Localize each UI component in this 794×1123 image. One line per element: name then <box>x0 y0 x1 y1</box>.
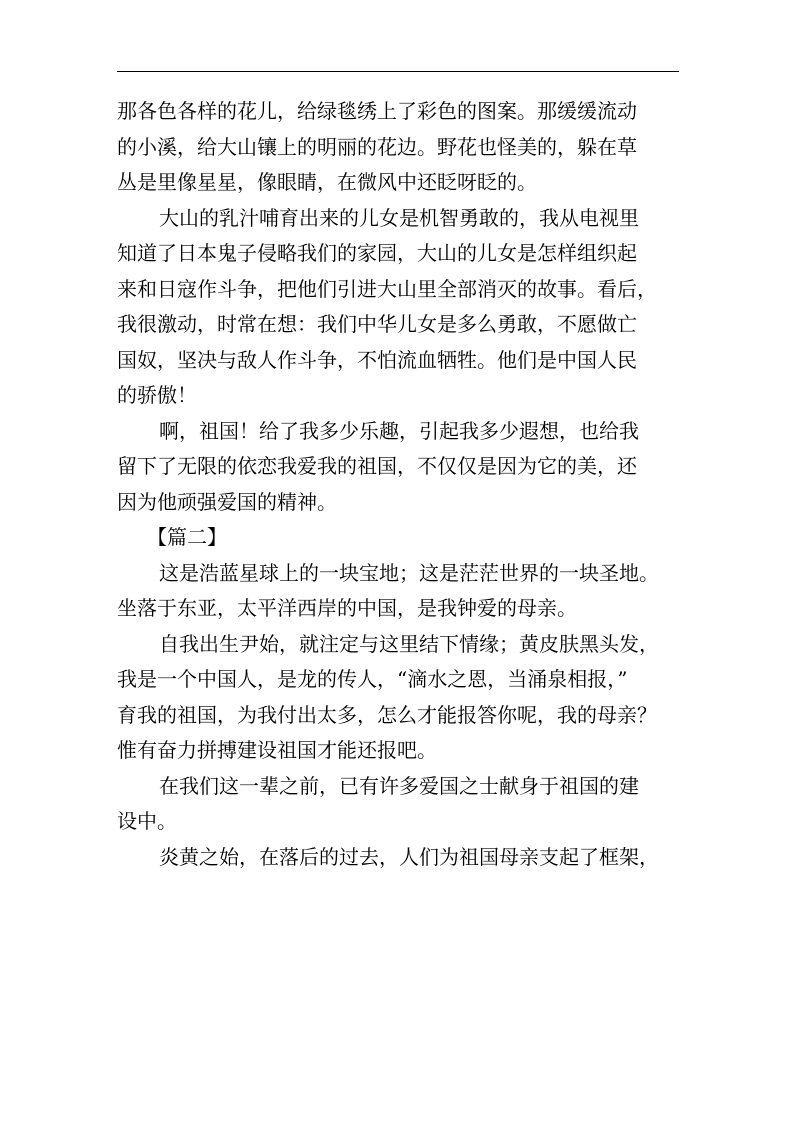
text-line: 设中。 <box>117 809 177 833</box>
paragraph-start: 大山的乳汁哺育出来的儿女是机智勇敢的，我从电视里 <box>159 205 639 230</box>
text-line: 国奴，坚决与敌人作斗争，不怕流血牺牲。他们是中国人民 <box>117 347 637 372</box>
text-line: 来和日寇作斗争，把他们引进大山里全部消灭的故事。看后， <box>117 276 657 301</box>
text-line: 知道了日本鬼子侵略我们的家园，大山的儿女是怎样组织起 <box>117 241 637 265</box>
section-heading: 【篇二】 <box>147 525 227 549</box>
paragraph-start: 啊，祖国！给了我多少乐趣，引起我多少遐想，也给我 <box>159 418 639 443</box>
paragraph-start: 在我们这一辈之前，已有许多爱国之士献身于祖国的建 <box>159 773 639 798</box>
text-line: 因为他顽强爱国的精神。 <box>117 489 337 514</box>
text-line: 惟有奋力拼搏建设祖国才能还报吧。 <box>117 738 437 762</box>
header-rule <box>117 71 679 72</box>
text-line: 我很激动，时常在想：我们中华儿女是多么勇敢，不愿做亡 <box>117 312 637 336</box>
document-body <box>117 94 683 875</box>
paragraph-start: 自我出生尹始，就注定与这里结下情缘；黄皮肤黑头发， <box>159 631 659 656</box>
text-line: 坐落于东亚，太平洋西岸的中国，是我钟爱的母亲。 <box>117 596 577 620</box>
text-line: 我是一个中国人，是龙的传人，“滴水之恩，当涌泉相报，” <box>117 667 628 691</box>
text-line: 那各色各样的花儿，给绿毯绣上了彩色的图案。那缓缓流动 <box>117 99 637 123</box>
text-line: 的小溪，给大山镶上的明丽的花边。野花也怪美的，躲在草 <box>117 134 637 159</box>
text-line: 留下了无限的依恋我爱我的祖国，不仅仅是因为它的美，还 <box>117 454 637 478</box>
text-line: 丛是里像星星，像眼睛，在微风中还眨呀眨的。 <box>117 170 537 194</box>
text-line: 的骄傲！ <box>117 383 197 407</box>
paragraph-start: 炎黄之始，在落后的过去，人们为祖国母亲支起了框架， <box>159 844 659 869</box>
paragraph-start: 这是浩蓝星球上的一块宝地；这是茫茫世界的一块圣地。 <box>159 560 659 585</box>
text-line: 育我的祖国，为我付出太多，怎么才能报答你呢，我的母亲？ <box>117 702 657 727</box>
